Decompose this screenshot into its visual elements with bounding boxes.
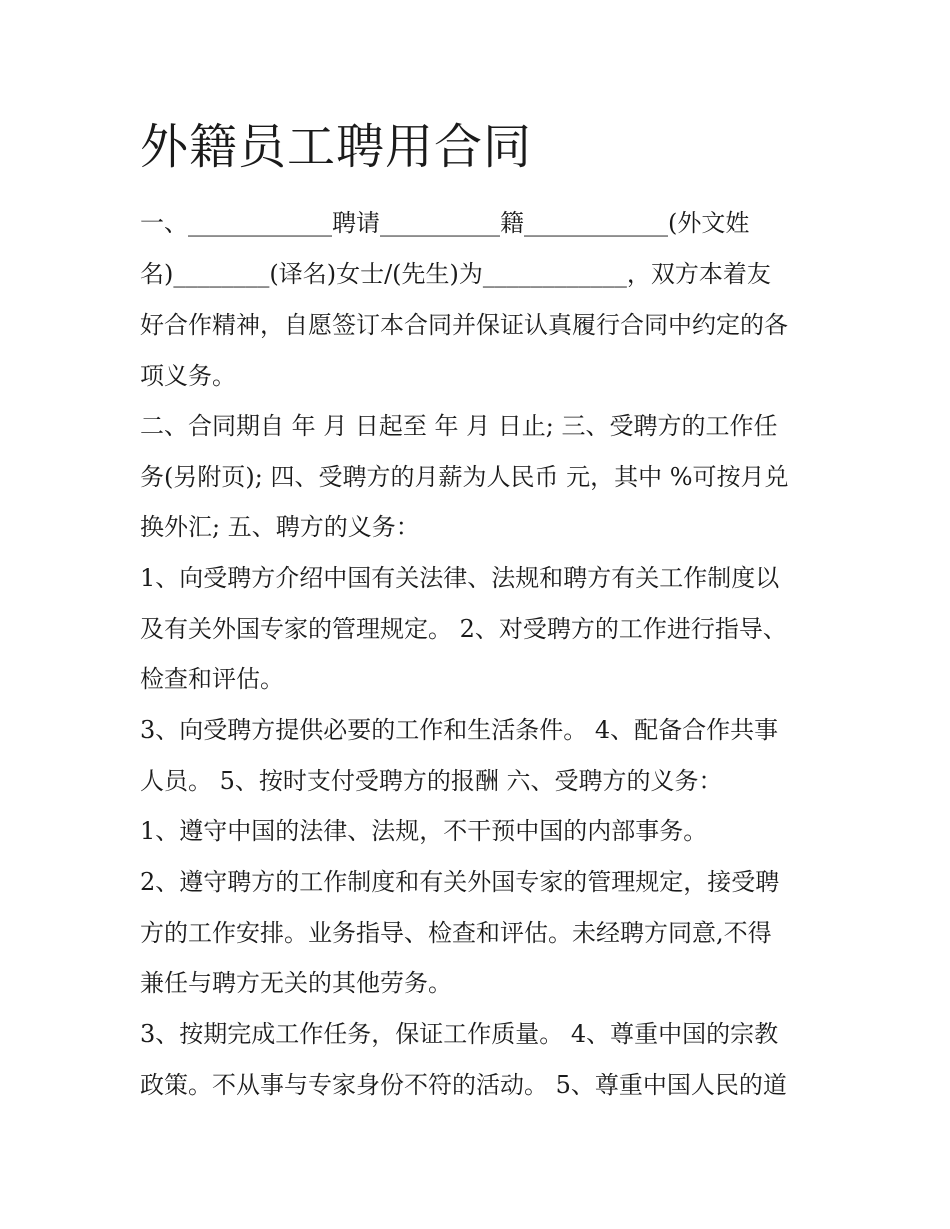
body-line: 项义务。 [140,362,236,390]
body-line: 一、____________聘请__________籍____________(外文姓 [140,209,750,237]
body-line: 兼任与聘方无关的其他劳务。 [140,969,452,997]
body-line: 2、遵守聘方的工作制度和有关外国专家的管理规定，接受聘 [140,868,780,896]
body-line: 人员。 5、按时支付受聘方的报酬 六、受聘方的义务： [140,767,723,795]
body-line: 3、按期完成工作任务，保证工作质量。 4、尊重中国的宗教 [140,1020,779,1048]
body-line: 1、向受聘方介绍中国有关法律、法规和聘方有关工作制度以 [140,564,780,592]
body-line: 检查和评估。 [140,665,284,693]
body-line: 及有关外国专家的管理规定。 2、对受聘方的工作进行指导、 [140,615,787,643]
document-title: 外籍员工聘用合同 [140,119,533,175]
body-line: 3、向受聘方提供必要的工作和生活条件。 4、配备合作共事 [140,716,779,744]
body-line: 名)________(译名)女士/(先生)为____________，双方本着友 [140,260,771,288]
body-line: 政策。不从事与专家身份不符的活动。 5、尊重中国人民的道 [140,1071,787,1099]
body-line: 换外汇; 五、聘方的义务： [140,513,420,541]
body-line: 务(另附页); 四、受聘方的月薪为人民币 元，其中 %可按月兑 [140,463,789,491]
body-line: 二、合同期自 年 月 日起至 年 月 日止; 三、受聘方的工作任 [140,412,778,440]
body-line: 方的工作安排。业务指导、检查和评估。未经聘方同意,不得 [140,919,772,947]
body-line: 1、遵守中国的法律、法规，不干预中国的内部事务。 [140,817,708,845]
body-line: 好合作精神，自愿签订本合同并保证认真履行合同中约定的各 [140,311,788,339]
